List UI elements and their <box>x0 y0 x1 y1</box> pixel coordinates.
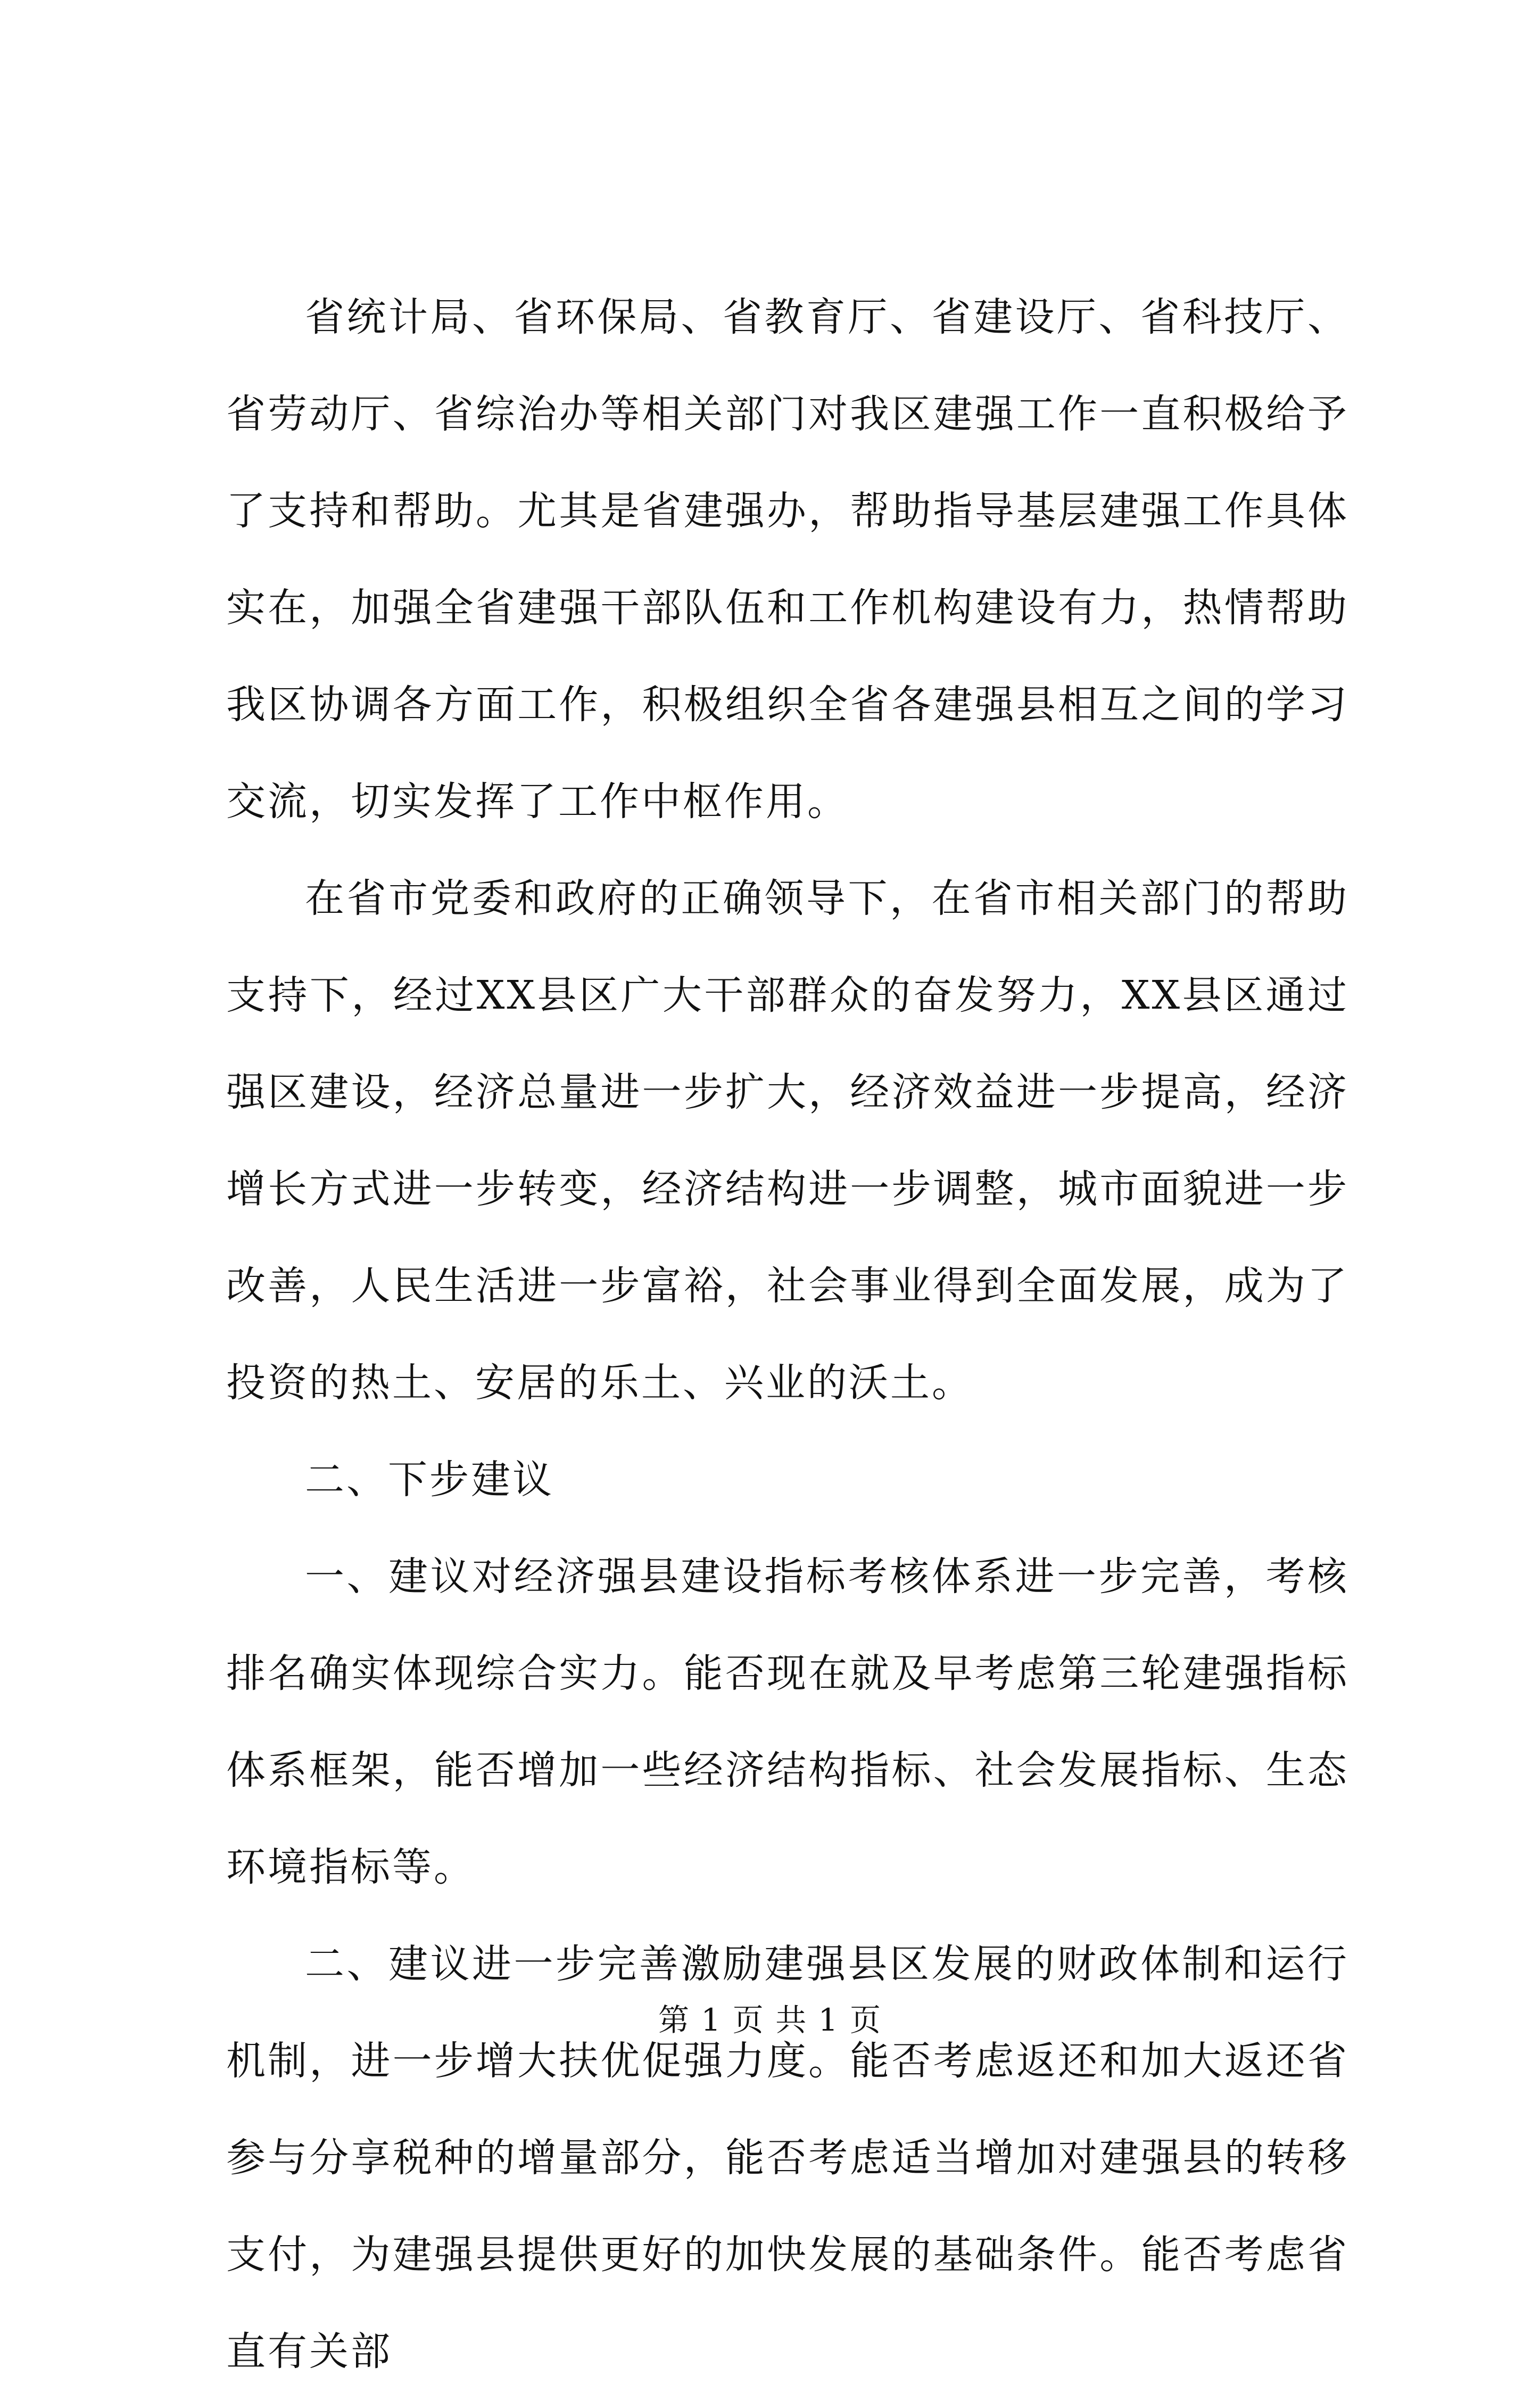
section-heading-suggestions: 二、下步建议 <box>305 1457 554 1503</box>
paragraph-suggestion-1: 一、建议对经济强县建设指标考核体系进一步完善，考核排名确实体现综合实力。能否现在就及早考虑第三轮建强指标体系框架，能否增加一些经济结构指标、社会发展指标、生态环境指标等。 <box>226 1554 1349 1890</box>
document-body <box>226 269 1349 2400</box>
paragraph-support: 省统计局、省环保局、省教育厅、省建设厅、省科技厅、省劳动厅、省综治办等相关部门对我区建强工作一直积极给予了支持和帮助。尤其是省建强办，帮助指导基层建强工作具体实在，加强全省建强干部队伍和工作机构建设有力，热情帮助我区协调各方面工作，积极组织全省各建强县相互之间的学习交流，切实发挥了工作中枢作用。 <box>226 294 1349 824</box>
paragraph-achievements: 在省市党委和政府的正确领导下，在省市相关部门的帮助支持下，经过XX县区广大干部群众的奋发努力，XX县区通过强区建设，经济总量进一步扩大，经济效益进一步提高，经济增长方式进一步转变，经济结构进一步调整，城市面貌进一步改善，人民生活进一步富裕，社会事业得到全面发展，成为了投资的热土、安居的乐土、兴业的沃土。 <box>226 876 1349 1406</box>
page-footer: 第 1 页 共 1 页 <box>658 2002 882 2038</box>
paragraph-suggestion-2: 二、建议进一步完善激励建强县区发展的财政体制和运行机制，进一步增大扶优促强力度。能否考虑返还和加大返还省参与分享税种的增量部分，能否考虑适当增加对建强县的转移支付，为建强县提供更好的加快发展的基础条件。能否考虑省直有关部 <box>226 1941 1349 2374</box>
